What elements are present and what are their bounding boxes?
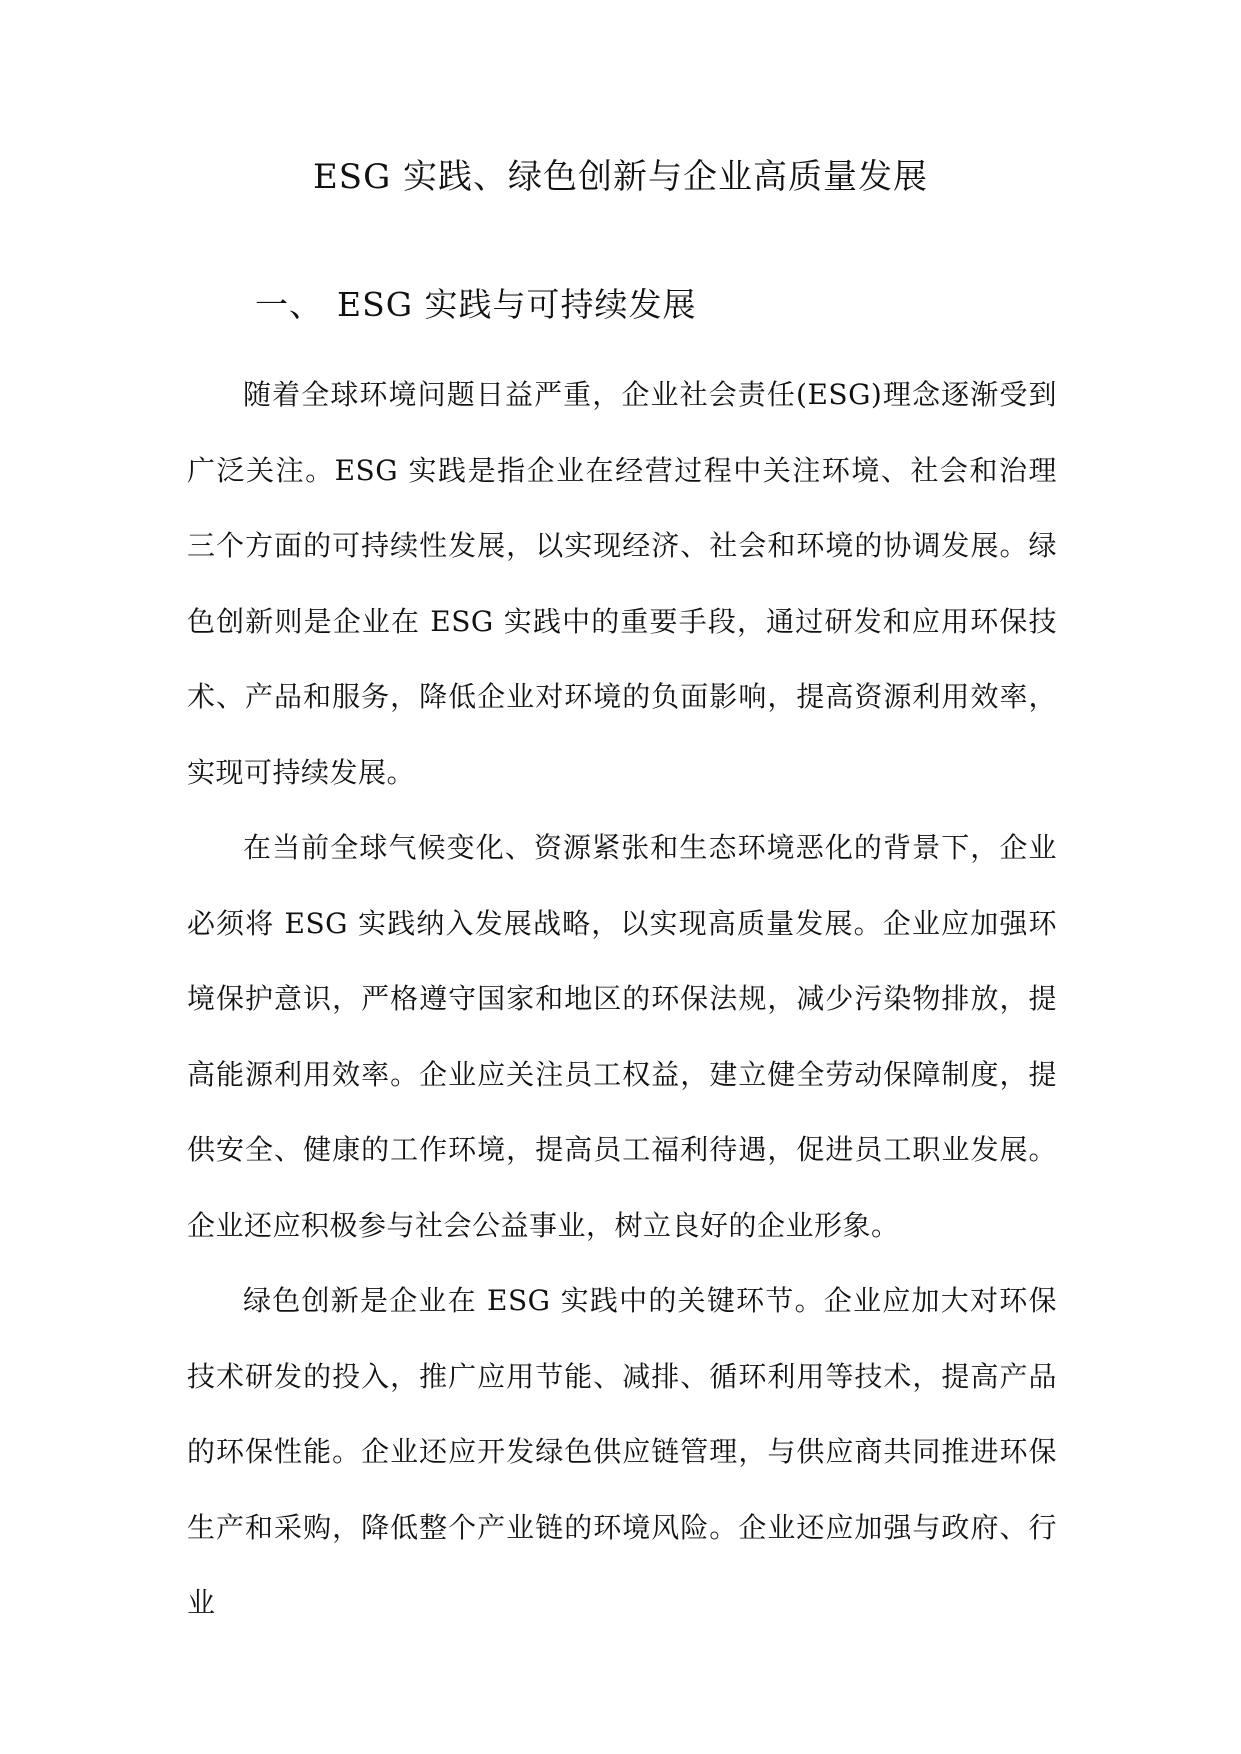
body-paragraph: 随着全球环境问题日益严重，企业社会责任(ESG)理念逐渐受到广泛关注。ESG 实践是指企业在经营过程中关注环境、社会和治理三个方面的可持续性发展，以实现经济、社会和环境的协调发展。绿色创新则是企业在 ESG 实践中的重要手段，通过研发和应用环保技术、产品和服务，降低企业对环境的负面影响，提高资源利用效率，实现可持续发展。	[187, 378, 1057, 789]
section-heading-text: ESG 实践与可持续发展	[337, 285, 697, 324]
body-paragraph: 在当前全球气候变化、资源紧张和生态环境恶化的背景下，企业必须将 ESG 实践纳入发展战略，以实现高质量发展。企业应加强环境保护意识，严格遵守国家和地区的环保法规，减少污染物排放，提高能源利用效率。企业应关注员工权益，建立健全劳动保障制度，提供安全、健康的工作环境，提高员工福利待遇，促进员工职业发展。企业还应积极参与社会公益事业，树立良好的企业形象。	[187, 831, 1057, 1242]
section-number: 一、	[255, 285, 323, 324]
document-title: ESG 实践、绿色创新与企业高质量发展	[312, 157, 929, 197]
body-paragraph: 绿色创新是企业在 ESG 实践中的关键环节。企业应加大对环保技术研发的投入，推广应用节能、减排、循环利用等技术，提高产品的环保性能。企业还应开发绿色供应链管理，与供应商共同推进环保生产和采购，降低整个产业链的环境风险。企业还应加强与政府、行业	[187, 1284, 1057, 1619]
section-heading	[255, 278, 697, 332]
